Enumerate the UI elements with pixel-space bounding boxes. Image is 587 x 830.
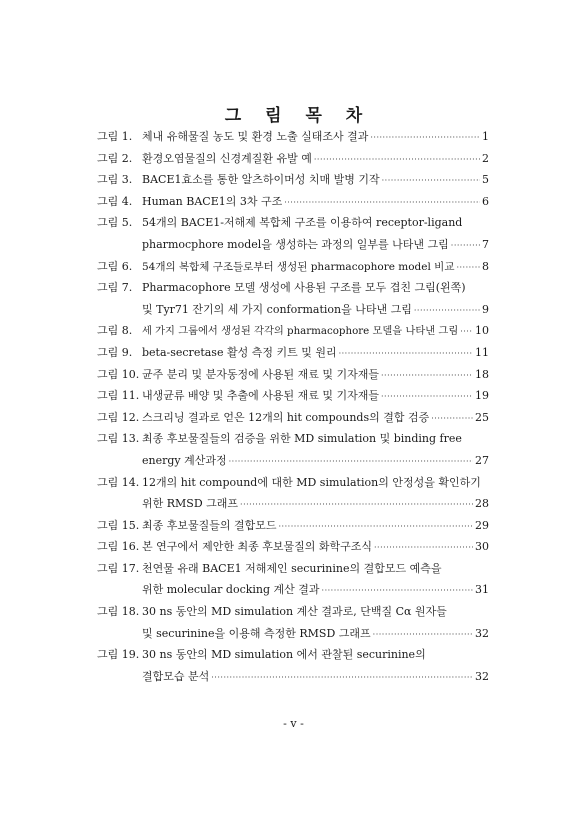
figure-caption: 54개의 BACE1-저해제 복합체 구조를 이용하여 receptor-ligand [142, 216, 463, 230]
figure-number: 그림 16. [97, 540, 140, 554]
page-number: 2 [482, 151, 489, 165]
toc-line [97, 169, 489, 191]
figure-caption: 최종 후보물질들의 검증을 위한 MD simulation 및 binding free [142, 432, 462, 446]
figure-caption: 내생균류 배양 및 추출에 사용된 재료 및 기자재들 [142, 389, 379, 403]
figure-caption: 스크리닝 결과로 얻은 12개의 hit compounds의 결합 검증 [142, 410, 430, 424]
figure-number: 그림 1. [97, 130, 133, 143]
page-number: 31 [475, 583, 489, 597]
toc-line [97, 407, 489, 429]
dot-leader [279, 516, 473, 538]
toc-line [97, 212, 489, 234]
figure-number: 그림 3. [97, 173, 133, 187]
toc-line [97, 450, 489, 472]
figure-number: 그림 18. [97, 605, 140, 619]
page-number: 29 [475, 518, 489, 532]
figure-number: 그림 5. [97, 216, 133, 230]
figure-caption: pharmocphore model을 생성하는 과정의 일부를 나타낸 그림 [142, 237, 449, 251]
figure-caption: 12개의 hit compound에 대한 MD simulation의 안정성을 확인하기 [142, 475, 481, 489]
dot-leader [451, 235, 480, 257]
figure-caption: 체내 유해물질 농도 및 환경 노출 실태조사 결과 [142, 130, 369, 143]
figure-caption: 위한 molecular docking 계산 결과 [142, 583, 320, 597]
dot-leader [381, 365, 473, 387]
dot-leader [460, 321, 473, 343]
page-number: 32 [475, 626, 489, 640]
figure-number: 그림 11. [97, 389, 140, 403]
toc-line [97, 320, 489, 342]
dot-leader [339, 343, 473, 365]
figure-number: 그림 6. [97, 259, 133, 273]
figure-caption: 30 ns 동안의 MD simulation 계산 결과로, 단백질 Cα 원자들 [142, 605, 447, 619]
page-number: 27 [475, 453, 489, 467]
figure-number: 그림 7. [97, 281, 133, 295]
page-number: 28 [475, 497, 489, 511]
figure-caption: beta-secretase 활성 측정 키트 및 원리 [142, 345, 337, 359]
figure-number: 그림 14. [97, 475, 140, 489]
page-title: 그 림 목 차 [224, 106, 372, 126]
page-number: 5 [482, 173, 489, 187]
page-number: 18 [475, 367, 489, 381]
dot-leader [381, 386, 473, 408]
dot-leader [373, 624, 473, 646]
figure-number: 그림 4. [97, 194, 133, 208]
page-number: 25 [475, 410, 489, 424]
toc-line [97, 428, 489, 450]
figure-number: 그림 17. [97, 561, 140, 575]
dot-leader [284, 192, 480, 214]
toc-line [97, 472, 489, 494]
dot-leader [211, 667, 473, 689]
toc-line [97, 579, 489, 601]
dot-leader [240, 494, 473, 516]
figure-caption: 위한 RMSD 그래프 [142, 497, 239, 511]
page-number: 32 [475, 669, 489, 683]
toc-line [97, 191, 489, 213]
toc-line [97, 385, 489, 407]
page-number: 10 [475, 324, 489, 338]
page-number: 9 [482, 302, 489, 316]
figure-number: 그림 13. [97, 432, 140, 446]
figure-number: 그림 19. [97, 648, 140, 662]
toc-line [97, 558, 489, 580]
dot-leader [370, 127, 480, 149]
figure-number: 그림 10. [97, 367, 140, 381]
dot-leader [322, 580, 473, 602]
toc-line [97, 342, 489, 364]
page-number: 11 [475, 345, 489, 359]
page-number: 8 [482, 259, 489, 273]
toc-line [97, 601, 489, 623]
toc-line [97, 493, 489, 515]
table-of-figures [97, 126, 489, 687]
figure-number: 그림 12. [97, 410, 140, 424]
figure-caption: 환경오염물질의 신경계질환 유발 예 [142, 151, 312, 165]
toc-line [97, 277, 489, 299]
figure-caption: energy 계산과정 [142, 453, 227, 467]
dot-leader [431, 408, 473, 430]
figure-number: 그림 8. [97, 324, 133, 338]
page-number: 6 [482, 194, 489, 208]
figure-number: 그림 9. [97, 345, 133, 359]
figure-caption: 및 Tyr71 잔기의 세 가지 conformation을 나타낸 그림 [142, 302, 412, 316]
toc-line [97, 234, 489, 256]
figure-caption: 최종 후보물질들의 결합모드 [142, 518, 277, 532]
figure-caption: 본 연구에서 제안한 최종 후보물질의 화학구조식 [142, 540, 373, 554]
toc-line [97, 536, 489, 558]
figure-caption: 결합모습 분석 [142, 669, 210, 683]
dot-leader [374, 537, 473, 559]
page-number: 30 [475, 540, 489, 554]
figure-caption: Pharmacophore 모델 생성에 사용된 구조를 모두 겹친 그림(왼쪽) [142, 281, 466, 295]
toc-line [97, 126, 489, 148]
toc-line [97, 364, 489, 386]
figure-caption: 30 ns 동안의 MD simulation 에서 관찰된 securinine의 [142, 648, 426, 662]
figure-caption: BACE1효소를 통한 알츠하이머성 치매 발병 기작 [142, 173, 380, 187]
toc-line [97, 299, 489, 321]
toc-line [97, 623, 489, 645]
toc-line [97, 256, 489, 278]
page-number: 7 [482, 237, 489, 251]
figure-caption: 세 가지 그룹에서 생성된 각각의 pharmacophore 모델을 나타낸 그림 [142, 325, 459, 338]
page-number: 1 [482, 130, 489, 143]
toc-line [97, 666, 489, 688]
figure-caption: 및 securinine을 이용해 측정한 RMSD 그래프 [142, 626, 371, 640]
dot-leader [456, 257, 480, 279]
figure-caption: Human BACE1의 3차 구조 [142, 194, 283, 208]
toc-line [97, 644, 489, 666]
figure-caption: 54개의 복합체 구조들로부터 생성된 pharmacophore model 비교 [142, 260, 455, 273]
toc-line [97, 148, 489, 170]
dot-leader [229, 451, 473, 473]
figure-number: 그림 15. [97, 518, 140, 532]
dot-leader [382, 170, 480, 192]
dot-leader [414, 300, 480, 322]
dot-leader [314, 149, 480, 171]
toc-line [97, 515, 489, 537]
page-number-footer: - v - [283, 717, 304, 730]
figure-caption: 균주 분리 및 분자동정에 사용된 재료 및 기자재들 [142, 367, 379, 381]
figure-number: 그림 2. [97, 151, 133, 165]
figure-caption: 천연물 유래 BACE1 저해제인 securinine의 결합모드 예측을 [142, 561, 442, 575]
page-number: 19 [475, 389, 489, 403]
